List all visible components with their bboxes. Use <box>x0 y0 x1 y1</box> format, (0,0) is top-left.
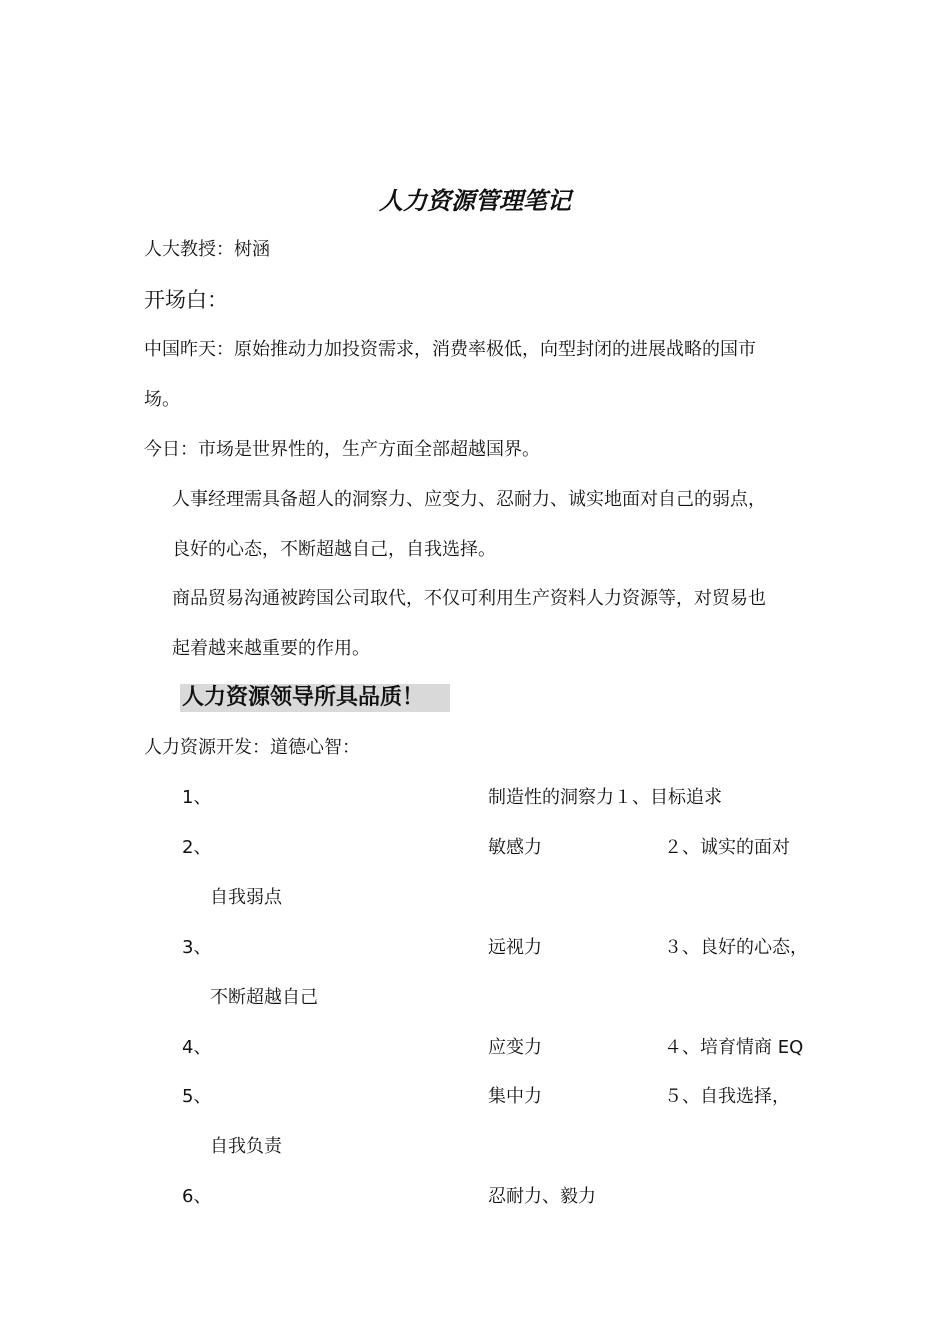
development-line: 人力资源开发：道德心智： <box>144 737 360 758</box>
list-item-quality: 制造性的洞察力１、目标追求 <box>488 787 722 808</box>
list-item-quality: 忍耐力、毅力 <box>488 1186 596 1207</box>
list-item-continuation: 不断超越自己 <box>210 987 318 1008</box>
china-yesterday-line-1: 中国昨天：原始推动力加投资需求，消费率极低，向型封闭的进展战略的国市 <box>144 339 756 360</box>
china-yesterday-line-2: 场。 <box>144 389 180 410</box>
list-item-number: 3、 <box>182 937 212 958</box>
today-line: 今日：市场是世界性的，生产方面全部超越国界。 <box>144 439 540 460</box>
list-item-number: 1、 <box>182 787 212 808</box>
list-item-mind: ４、培育情商 EQ <box>664 1037 804 1058</box>
list-item-number: 6、 <box>182 1186 212 1207</box>
list-item-mind: ５、自我选择， <box>664 1086 790 1107</box>
trade-line-1: 商品贸易沟通被跨国公司取代，不仅可利用生产资料人力资源等，对贸易也 <box>172 588 766 609</box>
list-item-continuation: 自我弱点 <box>210 887 282 908</box>
list-item-quality: 敏感力 <box>488 837 542 858</box>
section-heading: 人力资源领导所具品质！ <box>180 684 450 712</box>
list-item-mind: ３、良好的心态， <box>664 937 808 958</box>
list-item-mind: ２、诚实的面对 <box>664 837 790 858</box>
list-item-number: 2、 <box>182 837 212 858</box>
author-line: 人大教授：树涵 <box>144 239 270 260</box>
trade-line-2: 起着越来越重要的作用。 <box>172 638 370 659</box>
hr-manager-line-1: 人事经理需具备超人的洞察力、应变力、忍耐力、诚实地面对自己的弱点， <box>172 489 766 510</box>
list-item-quality: 集中力 <box>488 1086 542 1107</box>
document-title: 人力资源管理笔记 <box>379 187 571 215</box>
list-item-quality: 远视力 <box>488 937 542 958</box>
opening-label: 开场白： <box>144 288 228 312</box>
hr-manager-line-2: 良好的心态，不断超越自己，自我选择。 <box>172 539 496 560</box>
list-item-number: 5、 <box>182 1086 212 1107</box>
list-item-quality: 应变力 <box>488 1037 542 1058</box>
list-item-number: 4、 <box>182 1037 212 1058</box>
list-item-continuation: 自我负责 <box>210 1136 282 1157</box>
